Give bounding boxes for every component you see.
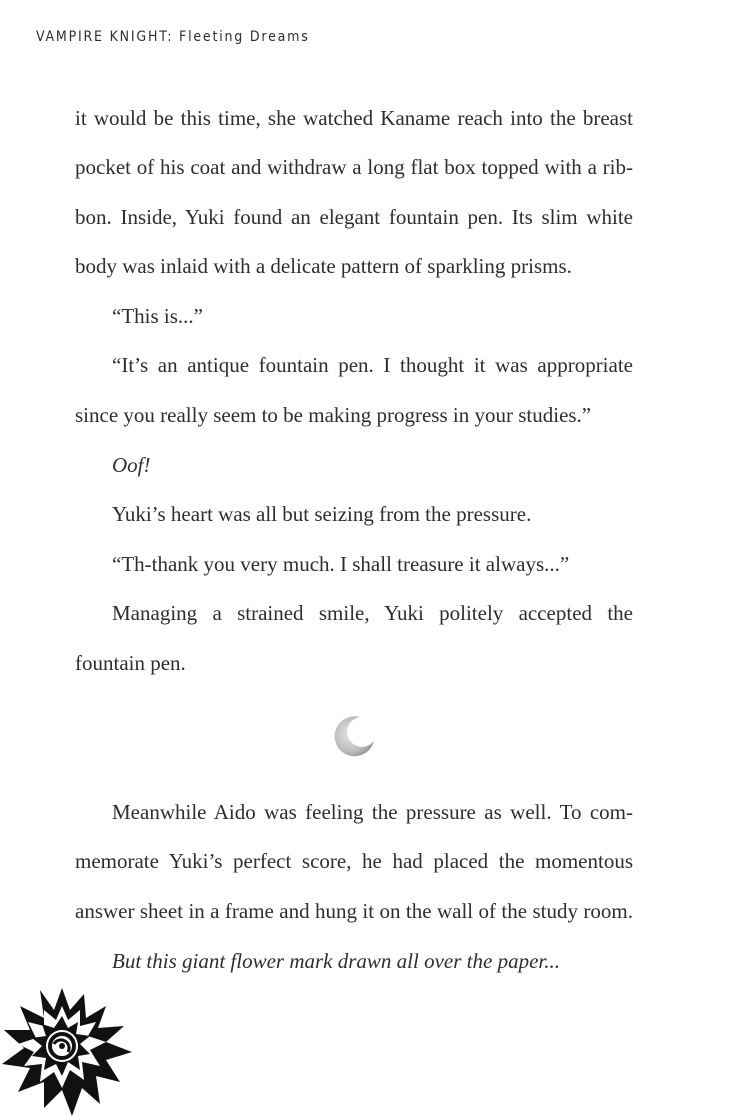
running-header: VAMPIRE KNIGHT: Fleeting Dreams xyxy=(36,29,310,45)
text-line: “It’s an antique fountain pen. I thought it was appropriate xyxy=(112,353,633,377)
text-line: Meanwhile Aido was feeling the pressure as well. To com- xyxy=(112,800,633,824)
text-line: fountain pen. xyxy=(75,651,186,675)
text-line: it would be this time, she watched Kaname reach into the breast xyxy=(75,106,633,130)
text-line: Oof! xyxy=(112,453,151,477)
text-line: Yuki’s heart was all but seizing from the pressure. xyxy=(112,502,532,526)
rose-ornament-icon xyxy=(0,980,140,1116)
text-line: answer sheet in a frame and hung it on the wall of the study room. xyxy=(75,899,633,923)
text-line: since you really seem to be making progress in your studies.” xyxy=(75,403,592,427)
text-line: Managing a strained smile, Yuki politely accepted the xyxy=(112,601,633,625)
text-line: pocket of his coat and withdraw a long flat box topped with a rib- xyxy=(75,155,633,179)
text-line: bon. Inside, Yuki found an elegant fountain pen. Its slim white xyxy=(75,205,633,229)
text-line: body was inlaid with a delicate pattern of sparkling prisms. xyxy=(75,254,572,278)
text-line: memorate Yuki’s perfect score, he had placed the momentous xyxy=(75,849,633,873)
text-line: “Th-thank you very much. I shall treasure it always...” xyxy=(112,552,570,576)
crescent-moon-icon xyxy=(330,713,376,759)
text-line: “This is...” xyxy=(112,304,203,328)
text-line: But this giant flower mark drawn all over the paper... xyxy=(112,949,560,973)
